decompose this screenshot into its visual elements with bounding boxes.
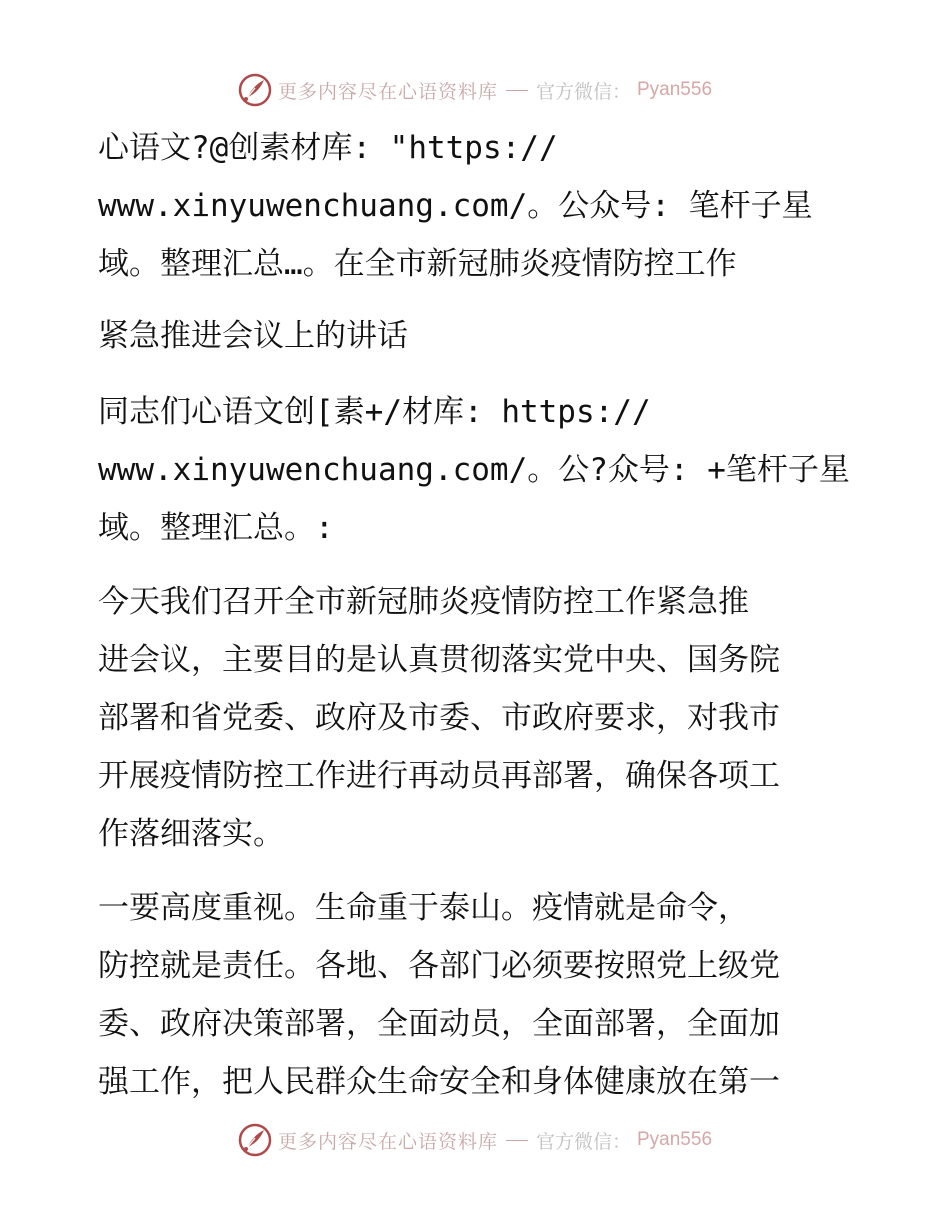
doc-line: www.xinyuwenchuang.com/。公众号: 笔杆子星	[98, 188, 813, 224]
doc-line: 域。整理汇总。:	[98, 510, 334, 546]
doc-line: 强工作，把人民群众生命安全和身体健康放在第一	[98, 1064, 780, 1100]
doc-line: 紧急推进会议上的讲话	[98, 318, 408, 354]
footer-watermark-banner	[0, 1120, 950, 1160]
doc-line: 进会议，主要目的是认真贯彻落实党中央、国务院	[98, 642, 780, 678]
doc-line: 今天我们召开全市新冠肺炎疫情防控工作紧急推	[98, 584, 749, 620]
banner-wechat-label: 官方微信：	[535, 80, 631, 103]
banner-wechat-label: 官方微信：	[535, 1130, 631, 1153]
banner-wechat-handle: Pyan556	[637, 79, 713, 100]
doc-line: 防控就是责任。各地、各部门必须要按照党上级党	[98, 948, 780, 984]
header-watermark-banner	[0, 70, 950, 110]
doc-line: 心语文?@创素材库: "https://	[98, 130, 558, 166]
doc-line: 部署和省党委、政府及市委、市政府要求，对我市	[98, 700, 780, 736]
banner-wechat-handle: Pyan556	[637, 1129, 713, 1150]
banner-divider	[506, 90, 528, 91]
banner-title: 更多内容尽在心语资料库	[277, 80, 498, 103]
doc-line: 域。整理汇总…。在全市新冠肺炎疫情防控工作	[98, 246, 737, 282]
doc-line: 开展疫情防控工作进行再动员再部署，确保各项工	[98, 758, 780, 794]
doc-line: 作落细落实。	[98, 816, 284, 852]
banner-divider	[506, 1140, 528, 1141]
doc-line: 委、政府决策部署，全面动员，全面部署，全面加	[98, 1006, 780, 1042]
quill-pen-logo-icon	[238, 1123, 272, 1157]
banner-title: 更多内容尽在心语资料库	[277, 1130, 498, 1153]
quill-pen-logo-icon	[238, 73, 272, 107]
doc-line: 同志们心语文创[素+/材库: https://	[98, 394, 651, 430]
doc-line: www.xinyuwenchuang.com/。公?众号: +笔杆子星	[98, 452, 850, 488]
doc-line: 一要高度重视。生命重于泰山。疫情就是命令，	[98, 890, 749, 926]
